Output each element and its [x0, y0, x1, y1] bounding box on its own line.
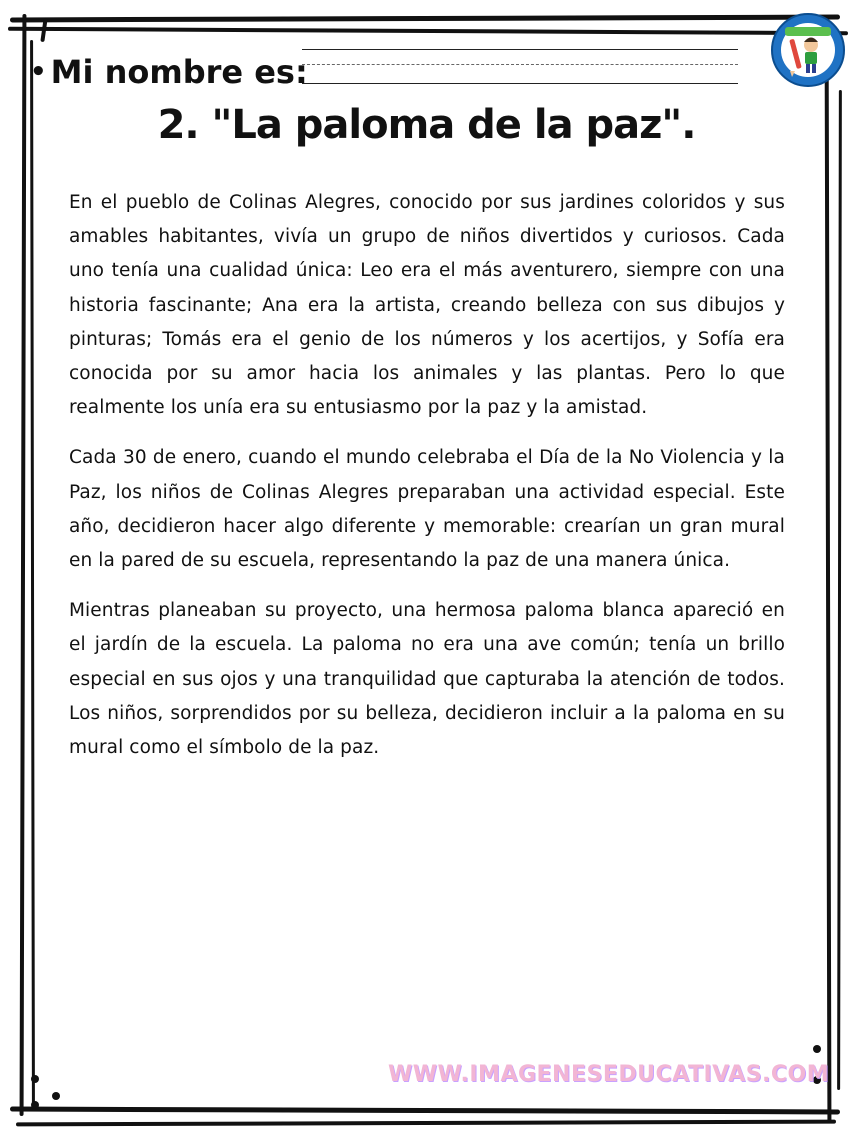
frame-top-line-inner	[8, 27, 848, 35]
frame-left-line-inner	[30, 40, 35, 1105]
name-bullet: •	[30, 57, 47, 87]
name-label: Mi nombre es:	[50, 53, 308, 91]
frame-dot	[31, 1101, 39, 1109]
frame-top-line	[10, 15, 840, 23]
frame-right-line-inner	[837, 90, 842, 1090]
brand-logo	[771, 13, 845, 87]
name-line-bottom	[302, 83, 738, 84]
website-watermark: WWW.IMAGENESEDUCATIVAS.COM	[388, 1062, 830, 1087]
frame-left-line	[20, 14, 27, 1116]
child-with-pencil-logo-icon	[773, 15, 843, 85]
frame-dot	[31, 1075, 39, 1083]
frame-dot	[52, 1092, 60, 1100]
story-paragraph: Mientras planeaban su proyecto, una hermosa paloma blanca apareció en el jardín de la escuela. La paloma no era una ave común; tenía un brillo especial en sus ojos y una tranquilidad que capturaba la atención de todos. Los niños, sorprendidos por su belleza, decidieron incluir a la paloma en su mural como el símbolo de la paz.	[69, 600, 785, 759]
frame-dot	[813, 1045, 821, 1053]
name-label-row	[30, 50, 308, 94]
page-title: 2. "La paloma de la paz".	[157, 102, 696, 148]
frame-bottom-line-inner	[16, 1120, 836, 1127]
name-line-top	[302, 49, 738, 50]
story-paragraph: En el pueblo de Colinas Alegres, conocido por sus jardines coloridos y sus amables habitantes, vivía un grupo de niños divertidos y curiosos. Cada uno tenía una cualidad única: Leo era el más aventurero, siempre con una historia fascinante; Ana era la artista, creando belleza con sus dibujos y pinturas; Tomás era el genio de los números y los acertijos, y Sofía era conocida por su amor hacia los animales y las plantas. Pero lo que realmente los unía era su entusiasmo por la paz y la amistad.	[69, 192, 785, 419]
frame-right-line	[825, 20, 832, 1122]
frame-bottom-line	[10, 1107, 840, 1115]
name-line-dashed	[302, 64, 738, 65]
name-writing-lines[interactable]	[302, 47, 738, 87]
story-text	[69, 186, 785, 781]
story-paragraph: Cada 30 de enero, cuando el mundo celebraba el Día de la No Violencia y la Paz, los niños de Colinas Alegres preparaban una actividad especial. Este año, decidieron hacer algo diferente y memorable: crearían un gran mural en la pared de su escuela, representando la paz de una manera única.	[69, 447, 785, 572]
